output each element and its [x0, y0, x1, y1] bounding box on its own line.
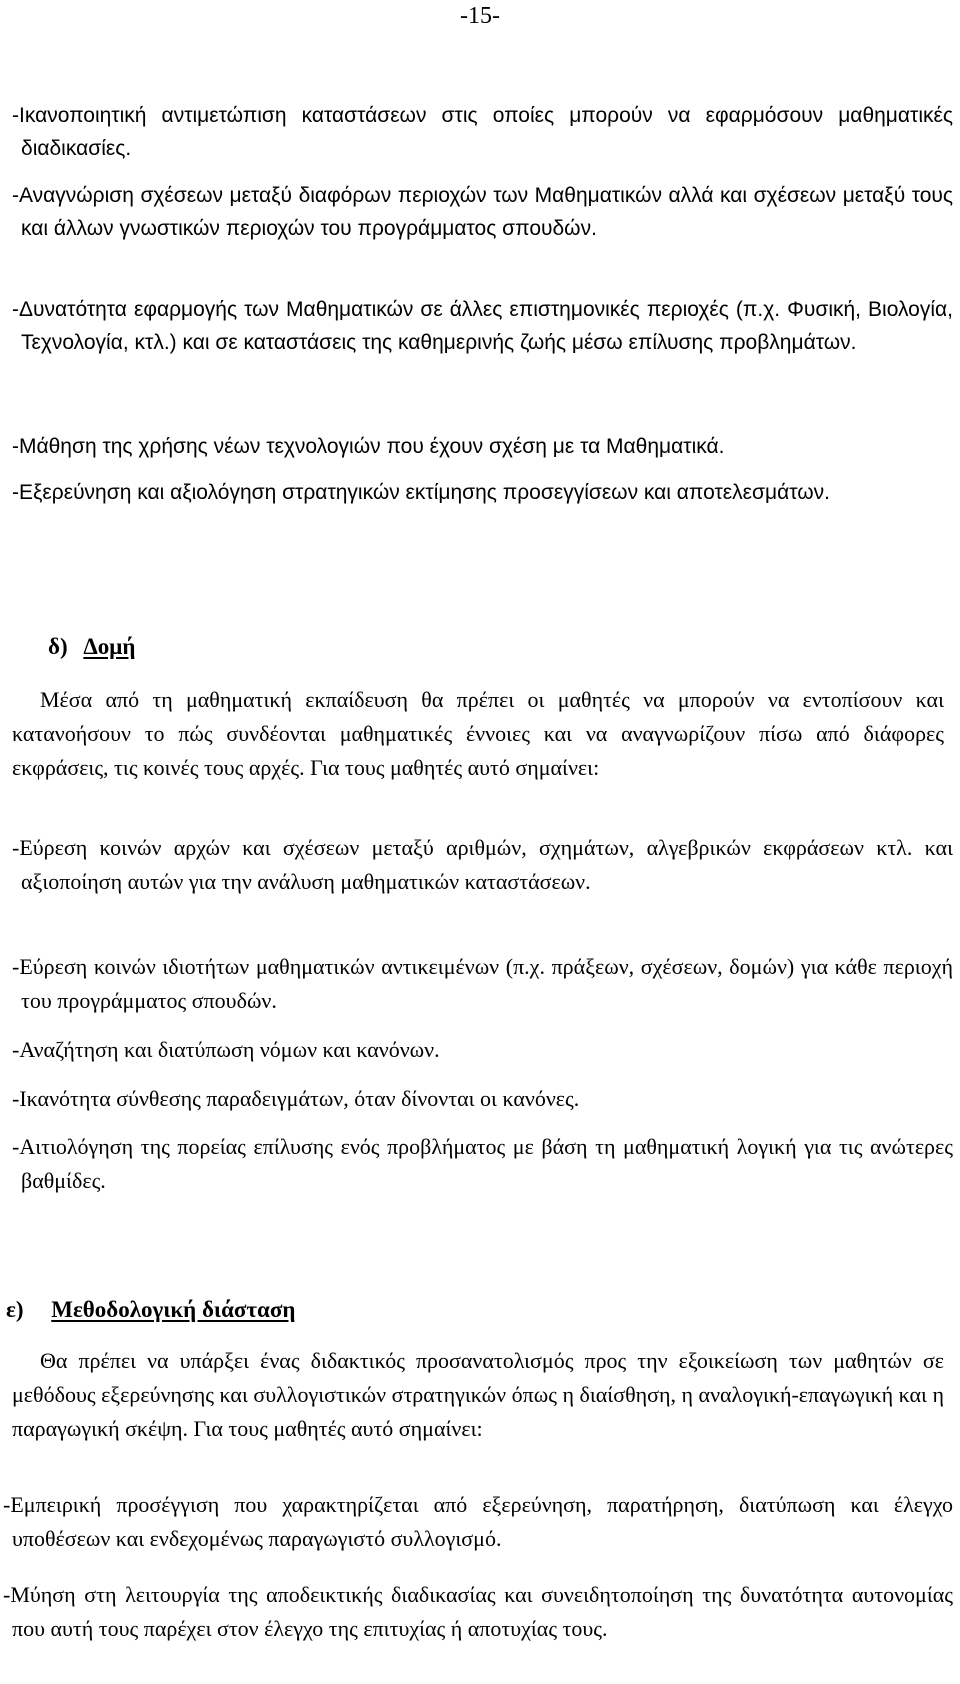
list-item: -Εύρεση κοινών αρχών και σχέσεων μεταξύ αριθμών, σχημάτων, αλγεβρικών εκφράσεων κτλ. και αξιοποίηση αυτών για την ανάλυση μαθηματικών καταστάσεων.	[12, 835, 953, 894]
section-label: δ)	[48, 634, 68, 659]
list-item: -Ικανότητα σύνθεσης παραδειγμάτων, όταν δίνονται οι κανόνες.	[12, 1086, 580, 1111]
list-item: -Αναζήτηση και διατύπωση νόμων και κανόνων.	[12, 1037, 440, 1062]
page-number: -15-	[460, 3, 500, 29]
bullet-item: -Ικανοποιητική αντιμετώπιση καταστάσεων στις οποίες μπορούν να εφαρμόσουν μαθηματικές διαδικασίες.	[12, 104, 953, 160]
section-title: Δομή	[83, 634, 136, 659]
list-item: -Μύηση στη λειτουργία της αποδεικτικής διαδικασίας και συνειδητοποίηση της δυνατότητα αυτονομίας που αυτή τους παρέχει στον έλεγχο της επιτυχίας ή αποτυχίας τους.	[3, 1582, 953, 1641]
bullet-item: -Αναγνώριση σχέσεων μεταξύ διαφόρων περιοχών των Μαθηματικών αλλά και σχέσεων μεταξύ τους και άλλων γνωστικών περιοχών του προγράμματος σπουδών.	[12, 184, 953, 240]
paragraph: Θα πρέπει να υπάρξει ένας διδακτικός προσανατολισμός προς την εξοικείωση των μαθητών σε μεθόδους εξερεύνησης και συλλογιστικών στρατηγικών όπως η διαίσθηση, η αναλογική-επαγωγική και η παραγωγική σκέψη. Για τους μαθητές αυτό σημαίνει:	[12, 1348, 944, 1441]
list-item: -Εμπειρική προσέγγιση που χαρακτηρίζεται από εξερεύνηση, παρατήρηση, διατύπωση και έλεγχο υποθέσεων και ενδεχομένως παραγωγιστό συλλογισμό.	[3, 1492, 953, 1551]
bullet-item: -Μάθηση της χρήσης νέων τεχνολογιών που έχουν σχέση με τα Μαθηματικά.	[12, 435, 725, 458]
section-title: Μεθοδολογική διάσταση	[51, 1297, 296, 1322]
paragraph: Μέσα από τη μαθηματική εκπαίδευση θα πρέπει οι μαθητές να μπορούν να εντοπίσουν και κατανοήσουν το πώς συνδέονται μαθηματικές έννοιες και να αναγνωρίζουν πίσω από διάφορες εκφράσεις, τις κοινές τους αρχές. Για τους μαθητές αυτό σημαίνει:	[12, 687, 944, 780]
section-label: ε)	[6, 1297, 24, 1322]
list-item: -Εύρεση κοινών ιδιοτήτων μαθηματικών αντικειμένων (π.χ. πράξεων, σχέσεων, δομών) για κάθε περιοχή του προγράμματος σπουδών.	[12, 954, 953, 1013]
section-heading-d	[48, 632, 135, 662]
bullet-item: -Εξερεύνηση και αξιολόγηση στρατηγικών εκτίμησης προσεγγίσεων και αποτελεσμάτων.	[12, 481, 830, 504]
section-heading-e	[6, 1295, 295, 1325]
bullet-item: -Δυνατότητα εφαρμογής των Μαθηματικών σε άλλες επιστημονικές περιοχές (π.χ. Φυσική, Βιολογία, Τεχνολογία, κτλ.) και σε καταστάσεις της καθημερινής ζωής μέσω επίλυσης προβλημάτων.	[12, 298, 953, 354]
list-item: -Αιτιολόγηση της πορείας επίλυσης ενός προβλήματος με βάση τη μαθηματική λογική για τις ανώτερες βαθμίδες.	[12, 1134, 953, 1193]
